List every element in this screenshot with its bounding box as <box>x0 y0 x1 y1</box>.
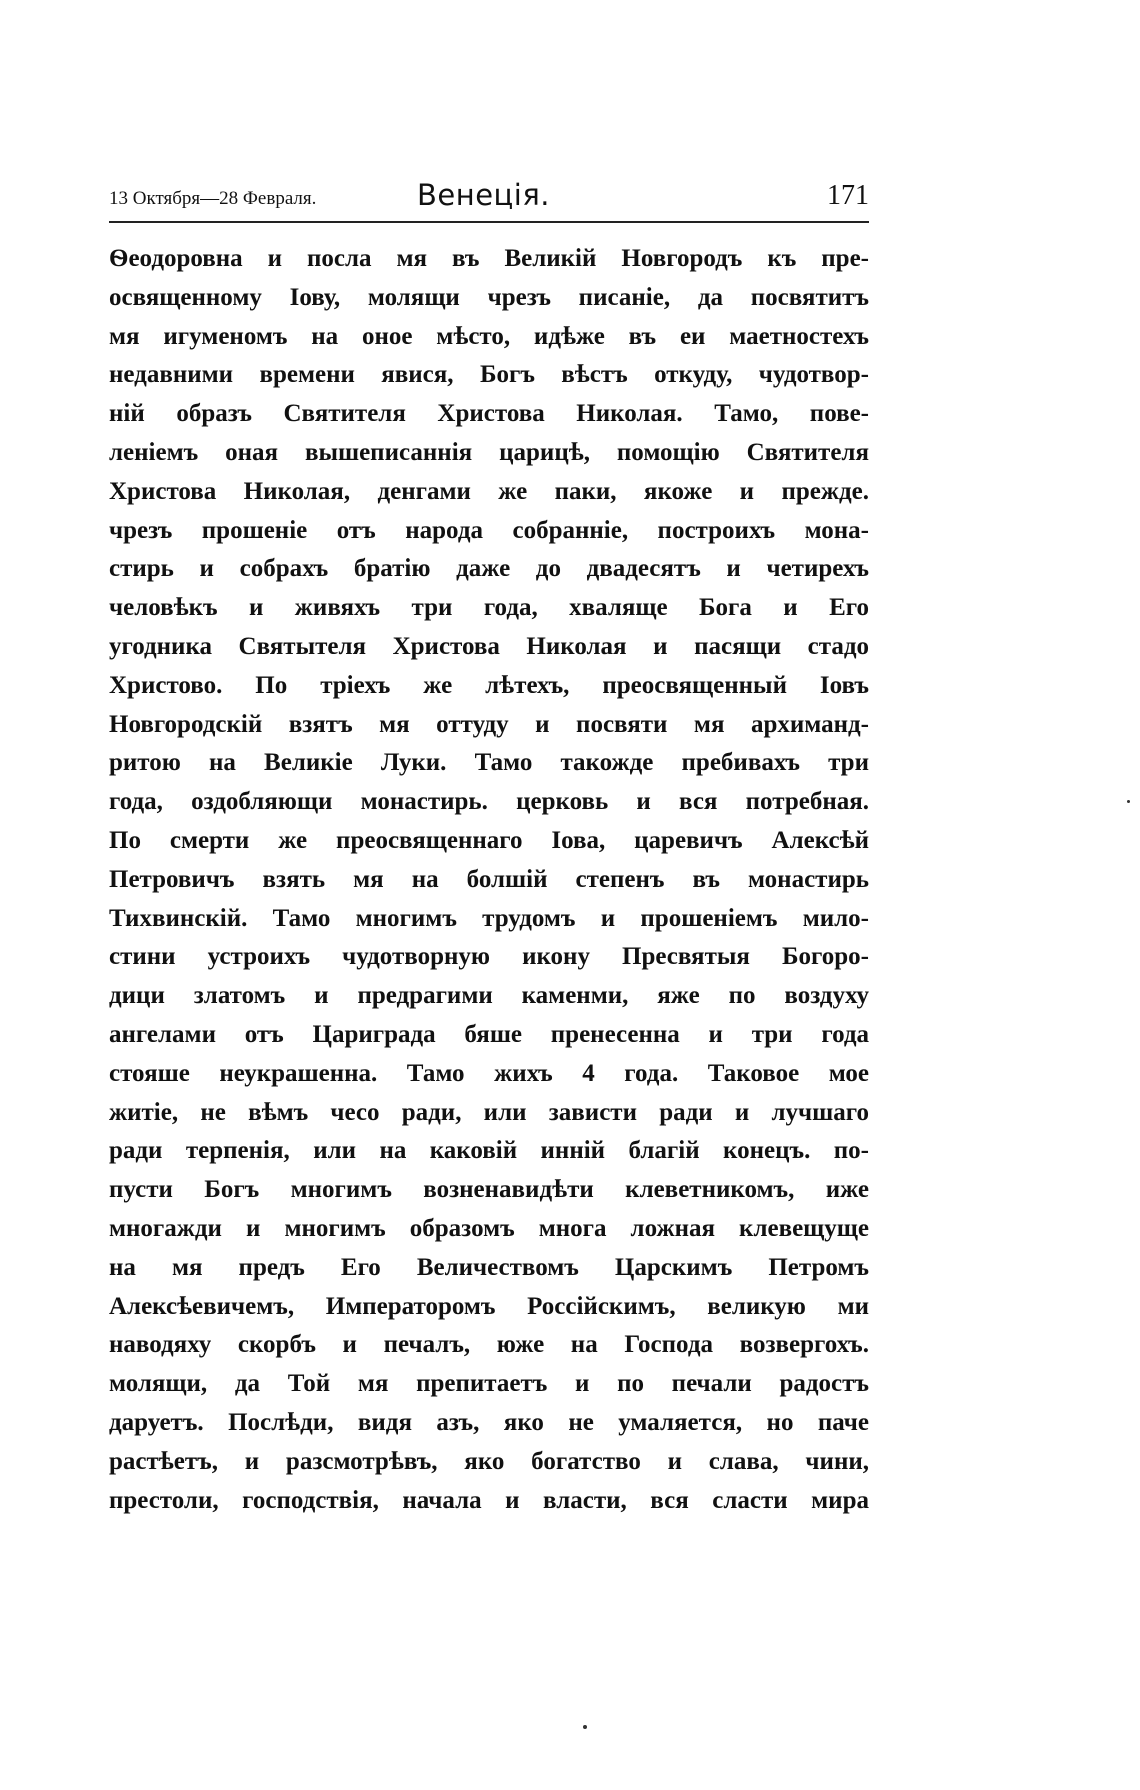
body-text <box>109 240 869 1520</box>
text-line: ритою на Великіе Луки. Тамо такожде пребивахъ три <box>109 749 869 777</box>
text-line: человѣкъ и живяхъ три года, хваляще Бога и Его <box>109 594 869 622</box>
text-line: на мя предъ Его Величествомъ Царскимъ Петромъ <box>109 1253 869 1281</box>
text-line: стояше неукрашенна. Тамо жихъ 4 года. Таковое мое <box>109 1059 869 1087</box>
footer-speck <box>583 1725 587 1729</box>
text-line: Петровичъ взять мя на болшій степенъ въ монастирь <box>109 865 869 893</box>
text-line: года, оздобляющи монастирь. церковь и вся потребная. <box>109 788 869 816</box>
text-line: По смерти же преосвященнаго Іова, царевичъ Алексѣй <box>109 826 869 854</box>
date-range: 13 Октября—28 Февраля. <box>109 188 317 209</box>
text-line: Новгородскій взятъ мя оттуду и посвяти мя архиманд- <box>109 710 869 738</box>
text-line: недавними времени явися, Богъ вѣстъ откуду, чудотвор- <box>109 361 869 389</box>
text-line: престоли, господствія, начала и власти, вся сласти мира <box>109 1486 869 1514</box>
text-line: наводяху скорбъ и печалъ, юже на Господа возвергохъ. <box>109 1331 869 1359</box>
text-line: Христова Николая, денгами же паки, якоже и прежде. <box>109 477 869 505</box>
text-line: освященному Іову, молящи чрезъ писаніе, да посвятитъ <box>109 283 869 311</box>
text-line: чрезъ прошеніе отъ народа собранніе, построихъ мона- <box>109 516 869 544</box>
text-line: ради терпенія, или на каковій инній благій конецъ. по- <box>109 1137 869 1165</box>
text-line: стини устроихъ чудотворную икону Пресвятыя Богоро- <box>109 943 869 971</box>
text-line: ангелами отъ Цариграда бяше пренесенна и три года <box>109 1020 869 1048</box>
text-line: дици златомъ и предрагими каменми, яже по воздуху <box>109 982 869 1010</box>
text-line: Ѳеодоровна и посла мя въ Великій Новгородъ къ пре- <box>109 245 869 272</box>
text-line: стирь и собрахъ братію даже до двадесятъ и четирехъ <box>109 555 869 583</box>
text-line: угодника Святытеля Христова Николая и пасящи стадо <box>109 632 869 660</box>
header-rule <box>109 221 869 223</box>
text-line: многажди и многимъ образомъ многа ложная клевещуще <box>109 1214 869 1242</box>
text-line: Тихвинскій. Тамо многимъ трудомъ и прошеніемъ мило- <box>109 904 869 932</box>
text-line: Христово. По тріехъ же лѣтехъ, преосвященный Іовъ <box>109 671 869 699</box>
text-line: мя игуменомъ на оное мѣсто, идѣже въ еи маетностехъ <box>109 322 869 350</box>
text-line: молящи, да Той мя препитаетъ и по печали радостъ <box>109 1370 869 1398</box>
text-line: леніемъ оная вышеписаннія царицѣ, помощію Святителя <box>109 438 869 466</box>
text-line: даруетъ. Послѣди, видя азъ, яко не умаляется, но паче <box>109 1408 869 1436</box>
running-head <box>109 178 869 218</box>
text-line: растѣетъ, и разсмотрѣвъ, яко богатство и слава, чини, <box>109 1447 869 1475</box>
text-line: Алексѣевичемъ, Императоромъ Россійскимъ, великую ми <box>109 1292 869 1320</box>
text-line: житіе, не вѣмъ чесо ради, или зависти ради и лучшаго <box>109 1098 869 1126</box>
page-number: 171 <box>827 180 869 211</box>
page-title: Венеція. <box>417 178 550 212</box>
text-line: пусти Богъ многимъ возненавидѣти клеветникомъ, иже <box>109 1176 869 1204</box>
margin-speck <box>1127 800 1130 803</box>
text-line: ній образъ Святителя Христова Николая. Тамо, пове- <box>109 400 869 428</box>
